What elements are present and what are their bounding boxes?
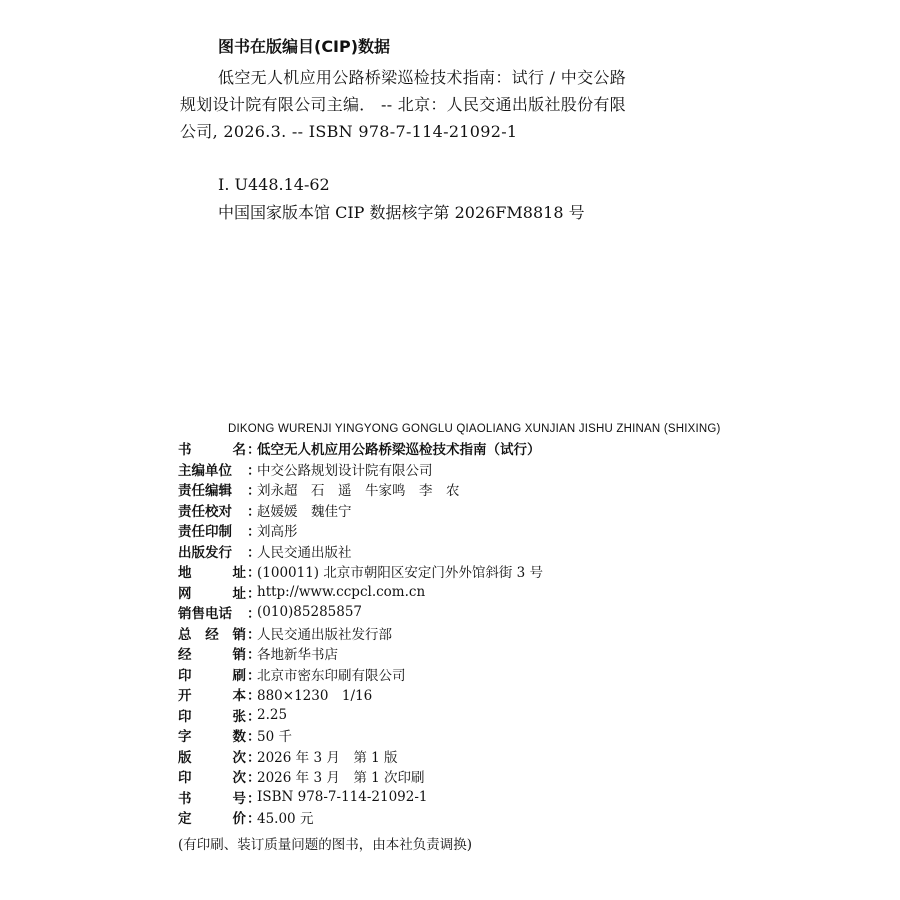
info-label: 责任校对	[178, 503, 232, 520]
info-colon: ：	[247, 688, 261, 705]
info-row	[178, 807, 798, 828]
info-value: 880×1230 1/16	[257, 688, 373, 705]
info-value: 50 千	[257, 729, 292, 746]
info-row	[178, 459, 798, 480]
cip-record: 低空无人机应用公路桥梁巡检技术指南：试行 / 中交公路规划设计院有限公司主编． -- 北京：人民交通出版社股份有限公司, 2026.3. -- ISBN 978-7-114-21092-1	[180, 68, 626, 141]
info-colon: ：	[247, 585, 261, 602]
info-row	[178, 520, 798, 541]
pinyin-title: DIKONG WURENJI YINGYONG GONGLU QIAOLIANG XUNJIAN JISHU ZHINAN (SHIXING)	[228, 423, 721, 435]
info-label: 主编单位	[178, 462, 232, 479]
info-row	[178, 766, 798, 787]
info-label: 印 次	[178, 770, 246, 787]
cip-classification: Ⅰ. U448.14-62	[218, 175, 330, 194]
info-row	[178, 623, 798, 644]
info-row	[178, 746, 798, 767]
info-label: 出版发行	[178, 544, 232, 561]
info-value: 刘高彤	[257, 524, 298, 541]
cip-verification: 中国国家版本馆 CIP 数据核字第 2026FM8818 号	[218, 203, 585, 222]
info-value: 人民交通出版社	[257, 544, 352, 561]
info-colon: ：	[247, 770, 261, 787]
info-value: http://www.ccpcl.com.cn	[257, 583, 426, 600]
info-value: 赵媛媛 魏佳宁	[257, 503, 352, 520]
info-value: (010)85285857	[257, 604, 363, 621]
info-label: 字 数	[178, 729, 246, 746]
info-value: 2.25	[257, 706, 288, 723]
info-label: 地 址	[178, 565, 246, 582]
info-label: 责任编辑	[178, 483, 232, 500]
info-colon: ：	[247, 647, 261, 664]
info-row	[178, 664, 798, 685]
info-value: 45.00 元	[257, 811, 314, 828]
info-value: 各地新华书店	[257, 647, 338, 664]
info-colon: ：	[247, 708, 261, 725]
info-value: (100011) 北京市朝阳区安定门外外馆斜街 3 号	[257, 565, 544, 582]
info-colon: ：	[247, 606, 261, 623]
info-colon: ：	[247, 565, 261, 582]
info-label: 销售电话	[178, 606, 232, 623]
info-row	[178, 500, 798, 521]
info-colon: ：	[247, 626, 261, 643]
info-label: 开 本	[178, 688, 246, 705]
info-label: 书 号	[178, 790, 246, 807]
info-colon: ：	[247, 524, 261, 541]
quality-footnote: (有印刷、装订质量问题的图书，由本社负责调换)	[178, 837, 473, 853]
info-colon: ：	[247, 462, 261, 479]
info-label: 网 址	[178, 585, 246, 602]
info-row	[178, 725, 798, 746]
info-label: 印 张	[178, 708, 246, 725]
info-colon: ：	[247, 544, 261, 561]
info-value: 刘永超 石 遥 牛家鸣 李 农	[257, 483, 460, 500]
info-value: 低空无人机应用公路桥梁巡检技术指南（试行）	[257, 442, 541, 459]
info-row	[178, 438, 798, 459]
info-colon: ：	[247, 811, 261, 828]
info-value: 中交公路规划设计院有限公司	[257, 462, 433, 479]
cip-title: 图书在版编目(CIP)数据	[218, 37, 391, 56]
info-label: 印 刷	[178, 667, 246, 684]
info-label: 总 经 销	[178, 626, 246, 643]
info-colon: ：	[247, 503, 261, 520]
info-value: 2026 年 3 月 第 1 版	[257, 749, 398, 766]
info-label: 版 次	[178, 749, 246, 766]
info-row	[178, 541, 798, 562]
info-row	[178, 643, 798, 664]
info-colon: ：	[247, 790, 261, 807]
info-row	[178, 602, 798, 623]
info-colon: ：	[247, 667, 261, 684]
info-row	[178, 787, 798, 808]
info-row	[178, 582, 798, 603]
info-value: 2026 年 3 月 第 1 次印刷	[257, 770, 425, 787]
info-colon: ：	[247, 483, 261, 500]
info-colon: ：	[247, 729, 261, 746]
info-value: ISBN 978-7-114-21092-1	[257, 788, 428, 805]
info-value: 人民交通出版社发行部	[257, 626, 392, 643]
info-row	[178, 705, 798, 726]
info-label: 书 名	[178, 442, 246, 459]
info-row	[178, 561, 798, 582]
info-colon: ：	[247, 442, 261, 459]
info-label: 责任印制	[178, 524, 232, 541]
info-colon: ：	[247, 749, 261, 766]
info-row	[178, 479, 798, 500]
info-value: 北京市密东印刷有限公司	[257, 667, 406, 684]
publication-info	[178, 438, 798, 828]
info-row	[178, 684, 798, 705]
info-label: 经 销	[178, 647, 246, 664]
info-label: 定 价	[178, 811, 246, 828]
